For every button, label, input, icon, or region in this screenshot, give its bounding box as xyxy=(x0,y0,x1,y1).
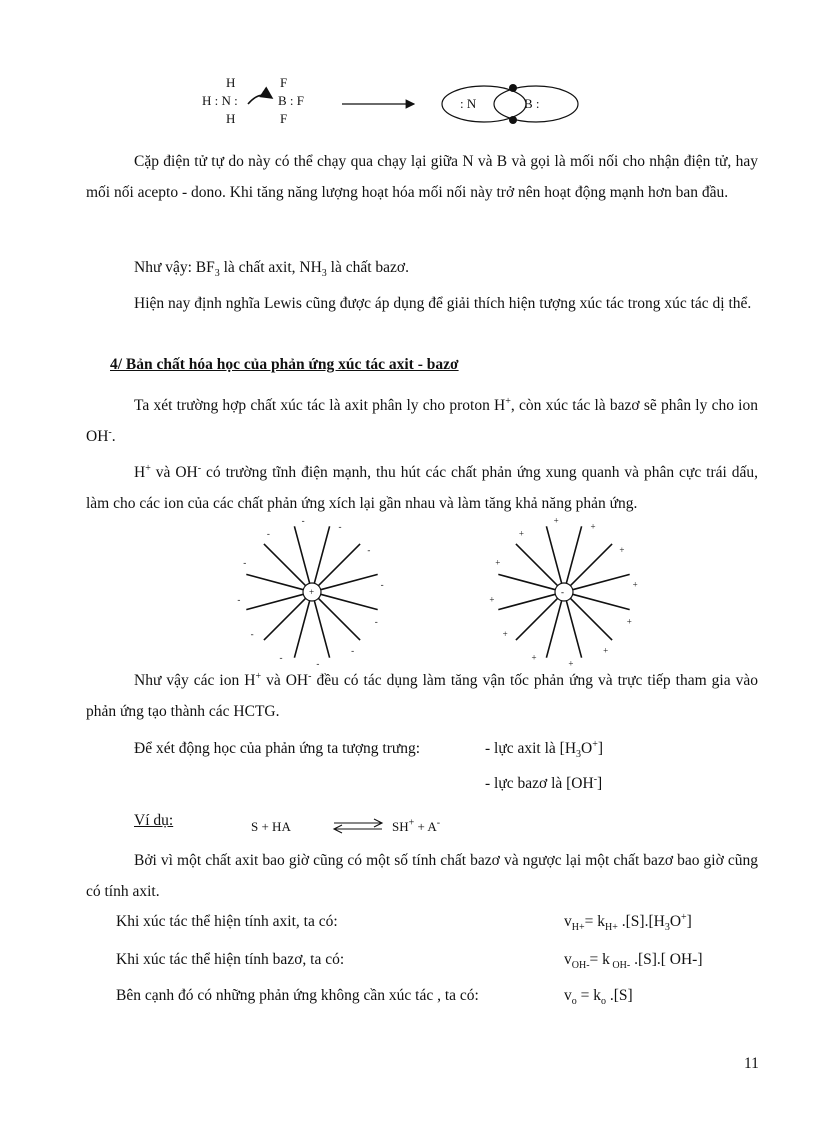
charge-sign: + xyxy=(502,629,508,640)
para6-sup: - xyxy=(308,670,312,682)
base-text: ] xyxy=(597,775,603,792)
field-line xyxy=(314,601,329,658)
ion-charge: + xyxy=(309,587,315,597)
charge-sign: + xyxy=(531,652,537,663)
left-field-star xyxy=(237,516,383,666)
paragraph-6 xyxy=(86,665,758,727)
rate-text: = k xyxy=(576,987,601,1004)
charge-sign: + xyxy=(619,544,625,555)
field-line xyxy=(498,594,555,609)
lewis-f-bottom: F xyxy=(280,111,288,126)
acid-text: ] xyxy=(597,740,604,757)
field-line xyxy=(573,594,630,609)
charge-sign: + xyxy=(553,516,559,526)
uncatalyzed-rate-equation xyxy=(564,987,633,1008)
ion-circle xyxy=(555,583,573,601)
field-line xyxy=(294,601,309,658)
para4-text: . xyxy=(111,428,116,445)
rate-sub: OH- xyxy=(609,960,631,972)
right-bubble-label: B : xyxy=(524,96,540,111)
rate-sub: OH- xyxy=(571,960,590,972)
paragraph-2 xyxy=(134,252,758,283)
paragraph-1: Cặp điện tử tự do này có thể chạy qua chạy lại giữa N và B và gọi là mối nối cho nhận điện tử, hay mối nối acepto - dono. Khi tăng năng lượng hoạt hóa mối nối này trở nên hoạt động mạnh hơn ban đầu. xyxy=(86,153,758,201)
field-line xyxy=(546,601,561,658)
ion-charge: - xyxy=(561,587,564,597)
example-reactants: S + HA xyxy=(251,819,291,834)
paragraph-3: Hiện nay định nghĩa Lewis cũng được áp dụng để giải thích hiện tượng xúc tác trong xúc tác dị thể. xyxy=(134,295,752,312)
acid-text: - lực axit là [H xyxy=(485,740,577,757)
rate-text: .[S].[ OH-] xyxy=(630,951,703,968)
para4-text: , còn xúc tác là bazơ sẽ phân ly cho ion OH xyxy=(86,397,758,445)
field-line xyxy=(321,574,378,589)
charge-sign: - xyxy=(374,616,378,627)
paragraph-4 xyxy=(86,390,758,452)
para5-text: H xyxy=(134,464,146,481)
left-bubble-label: : N xyxy=(460,96,477,111)
charge-sign: - xyxy=(316,658,320,666)
charge-sign: - xyxy=(338,521,342,532)
equilibrium-arrow-icon xyxy=(330,817,386,835)
example-products xyxy=(392,818,440,836)
field-line xyxy=(498,574,555,589)
field-line xyxy=(516,598,558,640)
charge-sign: + xyxy=(495,557,501,568)
lewis-h-bottom: H xyxy=(226,111,236,126)
para6-text: đều có tác dụng làm tăng vận tốc phản ứng và trực tiếp tham gia vào phản ứng tạo thành các HCTG. xyxy=(86,672,758,720)
rate-sub: o xyxy=(571,996,577,1008)
rate-text: v xyxy=(564,951,572,968)
para5-text: và OH xyxy=(150,464,198,481)
charge-sign: - xyxy=(266,528,270,539)
rate-text: .[S].[H xyxy=(617,913,665,930)
kinetics-intro: Để xét động học của phản ứng ta tượng trưng: xyxy=(134,740,421,757)
para5-sup: - xyxy=(197,462,202,474)
rate-text: v xyxy=(564,913,572,930)
products-text: SH xyxy=(392,819,409,834)
para5-text: có trường tĩnh điện mạnh, thu hút các chất phản ứng xung quanh và phân cực trái dấu, làm cho các ion của các chất phản ứng xích lại gần nhau và làm tăng khả năng phản ứng. xyxy=(86,464,758,512)
charge-sign: - xyxy=(250,629,254,640)
shared-electron-dot xyxy=(509,84,517,92)
field-line xyxy=(573,574,630,589)
products-sup: + xyxy=(408,817,415,829)
rate-text: v xyxy=(564,987,572,1004)
acid-strength xyxy=(485,738,604,761)
rate-text: = k xyxy=(589,951,610,968)
rate-text: .[S] xyxy=(606,987,633,1004)
charge-sign: + xyxy=(626,616,632,627)
charge-sign: - xyxy=(351,645,355,656)
base-sup: - xyxy=(593,773,598,785)
rate-sup: + xyxy=(681,911,687,923)
example-label: Ví dụ: xyxy=(134,812,174,829)
charge-sign: + xyxy=(568,658,574,666)
base-rate-equation xyxy=(564,951,703,972)
charge-sign: + xyxy=(518,528,524,539)
charge-sign: + xyxy=(603,645,609,656)
acid-rate-equation xyxy=(564,911,692,934)
base-text: - lực bazơ là [OH xyxy=(485,775,594,792)
para6-text: và OH xyxy=(261,672,309,689)
field-line xyxy=(321,594,378,609)
field-line xyxy=(516,544,558,586)
lewis-f-top: F xyxy=(280,75,288,90)
acid-sup: + xyxy=(592,738,598,750)
field-line xyxy=(318,544,360,586)
charge-sign: + xyxy=(590,521,596,532)
rate-sub: H+ xyxy=(605,922,618,934)
electron-pair-curved-arrow xyxy=(248,95,272,104)
para4-text: Ta xét trường hợp chất xúc tác là axit phân ly cho proton H xyxy=(134,397,506,414)
rate-text: ] xyxy=(686,913,692,930)
rate-sub: H+ xyxy=(571,922,585,934)
products-text: + A xyxy=(414,819,437,834)
lewis-n-row: H : N : xyxy=(202,93,238,108)
charge-sign: + xyxy=(632,579,638,590)
acid-rate-label: Khi xúc tác thể hiện tính axit, ta có: xyxy=(116,913,338,930)
para4-sup: + xyxy=(505,395,511,407)
para2-sub: 3 xyxy=(214,268,220,280)
charge-sign: - xyxy=(279,652,283,663)
acid-text: O xyxy=(581,740,593,757)
charge-sign: - xyxy=(367,544,371,555)
charge-sign: - xyxy=(380,579,384,590)
field-line xyxy=(246,574,303,589)
base-rate-label: Khi xúc tác thể hiện tính bazơ, ta có: xyxy=(116,951,345,968)
para2-text: là chất axit, NH xyxy=(219,259,322,276)
para5-sup: + xyxy=(145,462,151,474)
electrostatic-field-diagram xyxy=(230,516,650,666)
para2-sub: 3 xyxy=(321,268,327,280)
lewis-b-row: B : F xyxy=(278,93,305,108)
section-heading: 4/ Bản chất hóa học của phản ứng xúc tác axit - bazơ xyxy=(110,356,459,373)
rate-text: O xyxy=(669,913,682,930)
charge-sign: - xyxy=(243,557,247,568)
rate-text: = k xyxy=(584,913,605,930)
lewis-h-top: H xyxy=(226,75,236,90)
para2-text: là chất bazơ. xyxy=(326,259,409,276)
lewis-diagram xyxy=(202,74,582,134)
base-strength xyxy=(485,775,602,793)
uncatalyzed-rate-label: Bên cạnh đó có những phản ứng không cần xúc tác , ta có: xyxy=(116,987,479,1004)
rate-sub: 3 xyxy=(664,922,670,934)
charge-sign: + xyxy=(489,594,495,605)
field-line xyxy=(294,526,309,583)
field-line xyxy=(264,544,306,586)
paragraph-7: Bởi vì một chất axit bao giờ cũng có một số tính chất bazơ và ngược lại một chất bazơ bao giờ cũng có tính axit. xyxy=(86,852,758,900)
paragraph-5 xyxy=(86,457,758,519)
page-number: 11 xyxy=(744,1055,759,1072)
field-line xyxy=(570,598,612,640)
field-line xyxy=(318,598,360,640)
para6-text: Như vậy các ion H xyxy=(134,672,256,689)
rate-sub: o xyxy=(601,996,606,1008)
charge-sign: - xyxy=(301,516,305,526)
para6-sup: + xyxy=(255,670,262,682)
acid-sub: 3 xyxy=(576,749,582,761)
para4-sup: - xyxy=(108,426,112,438)
products-sup: - xyxy=(436,817,441,829)
field-line xyxy=(566,526,581,583)
charge-sign: - xyxy=(237,594,241,605)
field-line xyxy=(314,526,329,583)
field-line xyxy=(264,598,306,640)
para2-text: Như vậy: BF xyxy=(134,259,215,276)
field-line xyxy=(566,601,581,658)
field-line xyxy=(546,526,561,583)
right-field-star xyxy=(489,516,637,666)
field-line xyxy=(246,594,303,609)
shared-electron-dot xyxy=(509,116,517,124)
field-line xyxy=(570,544,612,586)
